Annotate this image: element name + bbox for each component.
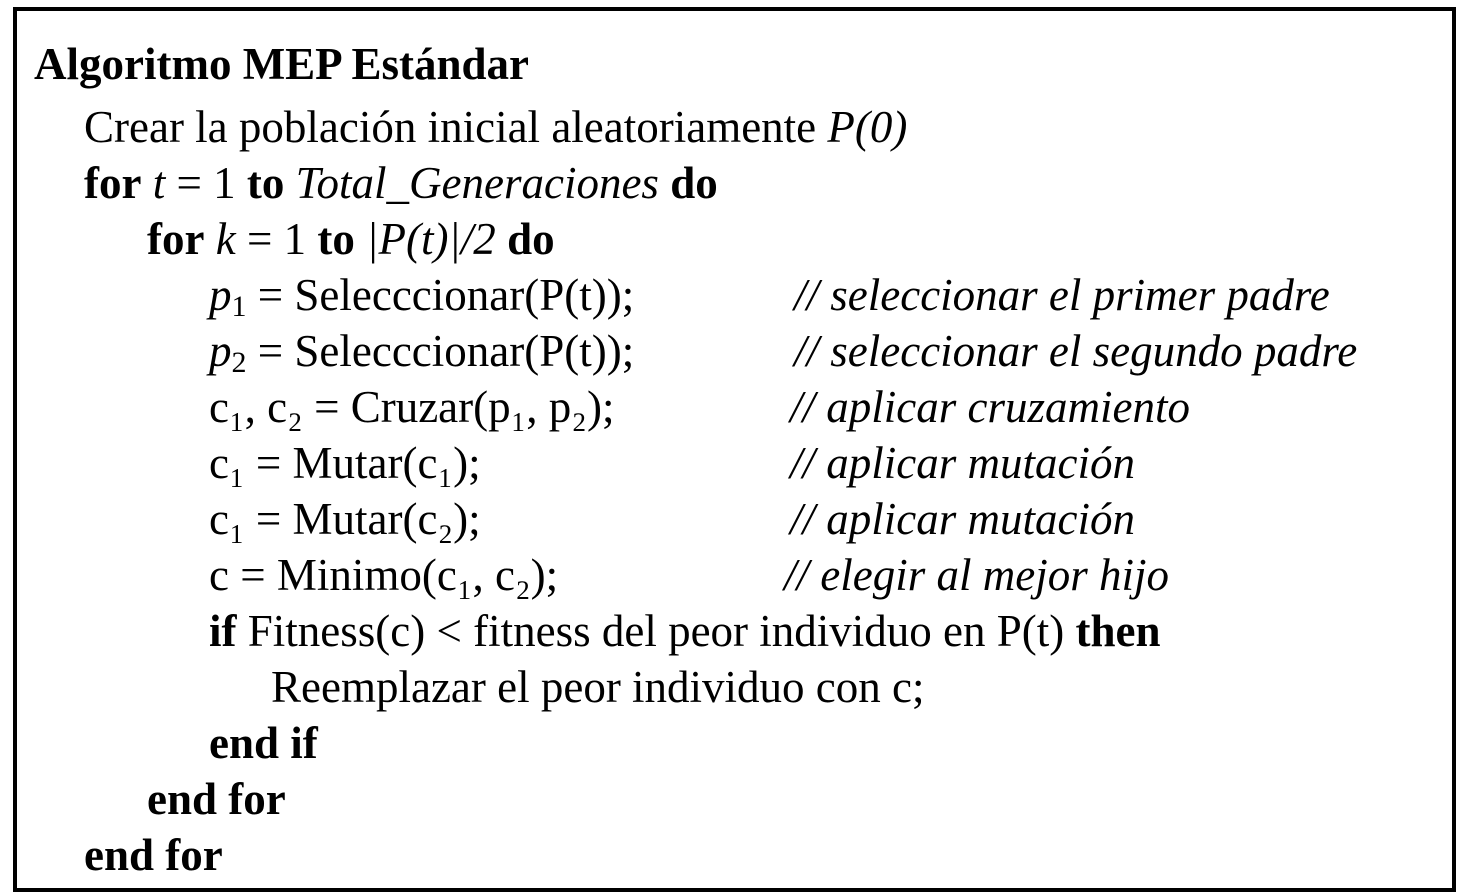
then-keyword: then bbox=[1075, 606, 1161, 656]
select-call: = Selecccionar(P(t)); bbox=[246, 326, 635, 376]
mutate-c2-line: c₁ = Mutar(c₂); bbox=[209, 494, 481, 544]
for-keyword: for bbox=[147, 214, 205, 264]
comment-first-parent: // seleccionar el primer padre bbox=[794, 270, 1330, 320]
init-population-line bbox=[84, 99, 907, 155]
algorithm-title: Algoritmo MEP Estándar bbox=[34, 39, 529, 89]
loop-var-k: k bbox=[215, 214, 236, 264]
init-math: P(0) bbox=[827, 102, 908, 152]
if-fitness-line bbox=[209, 603, 1161, 659]
end-if: end if bbox=[209, 718, 318, 768]
select-call: = Selecccionar(P(t)); bbox=[246, 270, 635, 320]
comment-best-child: // elegir al mejor hijo bbox=[784, 550, 1169, 600]
select-parent1-line bbox=[209, 267, 634, 323]
minimum-line: c = Minimo(c₁, c₂); bbox=[209, 550, 559, 600]
inner-for-line bbox=[147, 211, 555, 267]
comment-second-parent: // seleccionar el segundo padre bbox=[794, 326, 1358, 376]
comment-crossover: // aplicar cruzamiento bbox=[790, 382, 1190, 432]
parent2-var: p bbox=[209, 326, 232, 376]
do-keyword: do bbox=[670, 158, 718, 208]
loop-var-t: t bbox=[152, 158, 166, 208]
algorithm-listing bbox=[17, 11, 1452, 888]
crossover-line: c₁, c₂ = Cruzar(p₁, p₂); bbox=[209, 382, 615, 432]
algorithm-box bbox=[13, 7, 1456, 892]
to-keyword: to bbox=[317, 214, 355, 264]
loop-limit: Total_Generaciones bbox=[295, 158, 659, 208]
parent1-subscript: 1 bbox=[231, 290, 247, 323]
loop-init: = 1 bbox=[235, 214, 318, 264]
if-condition: Fitness(c) < fitness del peor individuo en P(t) bbox=[236, 606, 1076, 656]
if-keyword: if bbox=[209, 606, 237, 656]
outer-for-line bbox=[84, 155, 718, 211]
do-keyword: do bbox=[507, 214, 555, 264]
for-keyword: for bbox=[84, 158, 142, 208]
comment-mutation-2: // aplicar mutación bbox=[790, 494, 1135, 544]
replace-worst-line: Reemplazar el peor individuo con c; bbox=[271, 662, 925, 712]
to-keyword: to bbox=[246, 158, 285, 208]
loop-limit: |P(t)|/2 bbox=[366, 214, 496, 264]
parent2-subscript: 2 bbox=[231, 346, 247, 379]
parent1-var: p bbox=[209, 270, 232, 320]
init-text: Crear la población inicial aleatoriamente bbox=[84, 102, 828, 152]
end-for-inner: end for bbox=[147, 774, 286, 824]
select-parent2-line bbox=[209, 323, 634, 379]
mutate-c1-line: c₁ = Mutar(c₁); bbox=[209, 438, 481, 488]
end-for-outer: end for bbox=[84, 830, 223, 880]
comment-mutation-1: // aplicar mutación bbox=[790, 438, 1135, 488]
loop-init: = 1 bbox=[165, 158, 247, 208]
